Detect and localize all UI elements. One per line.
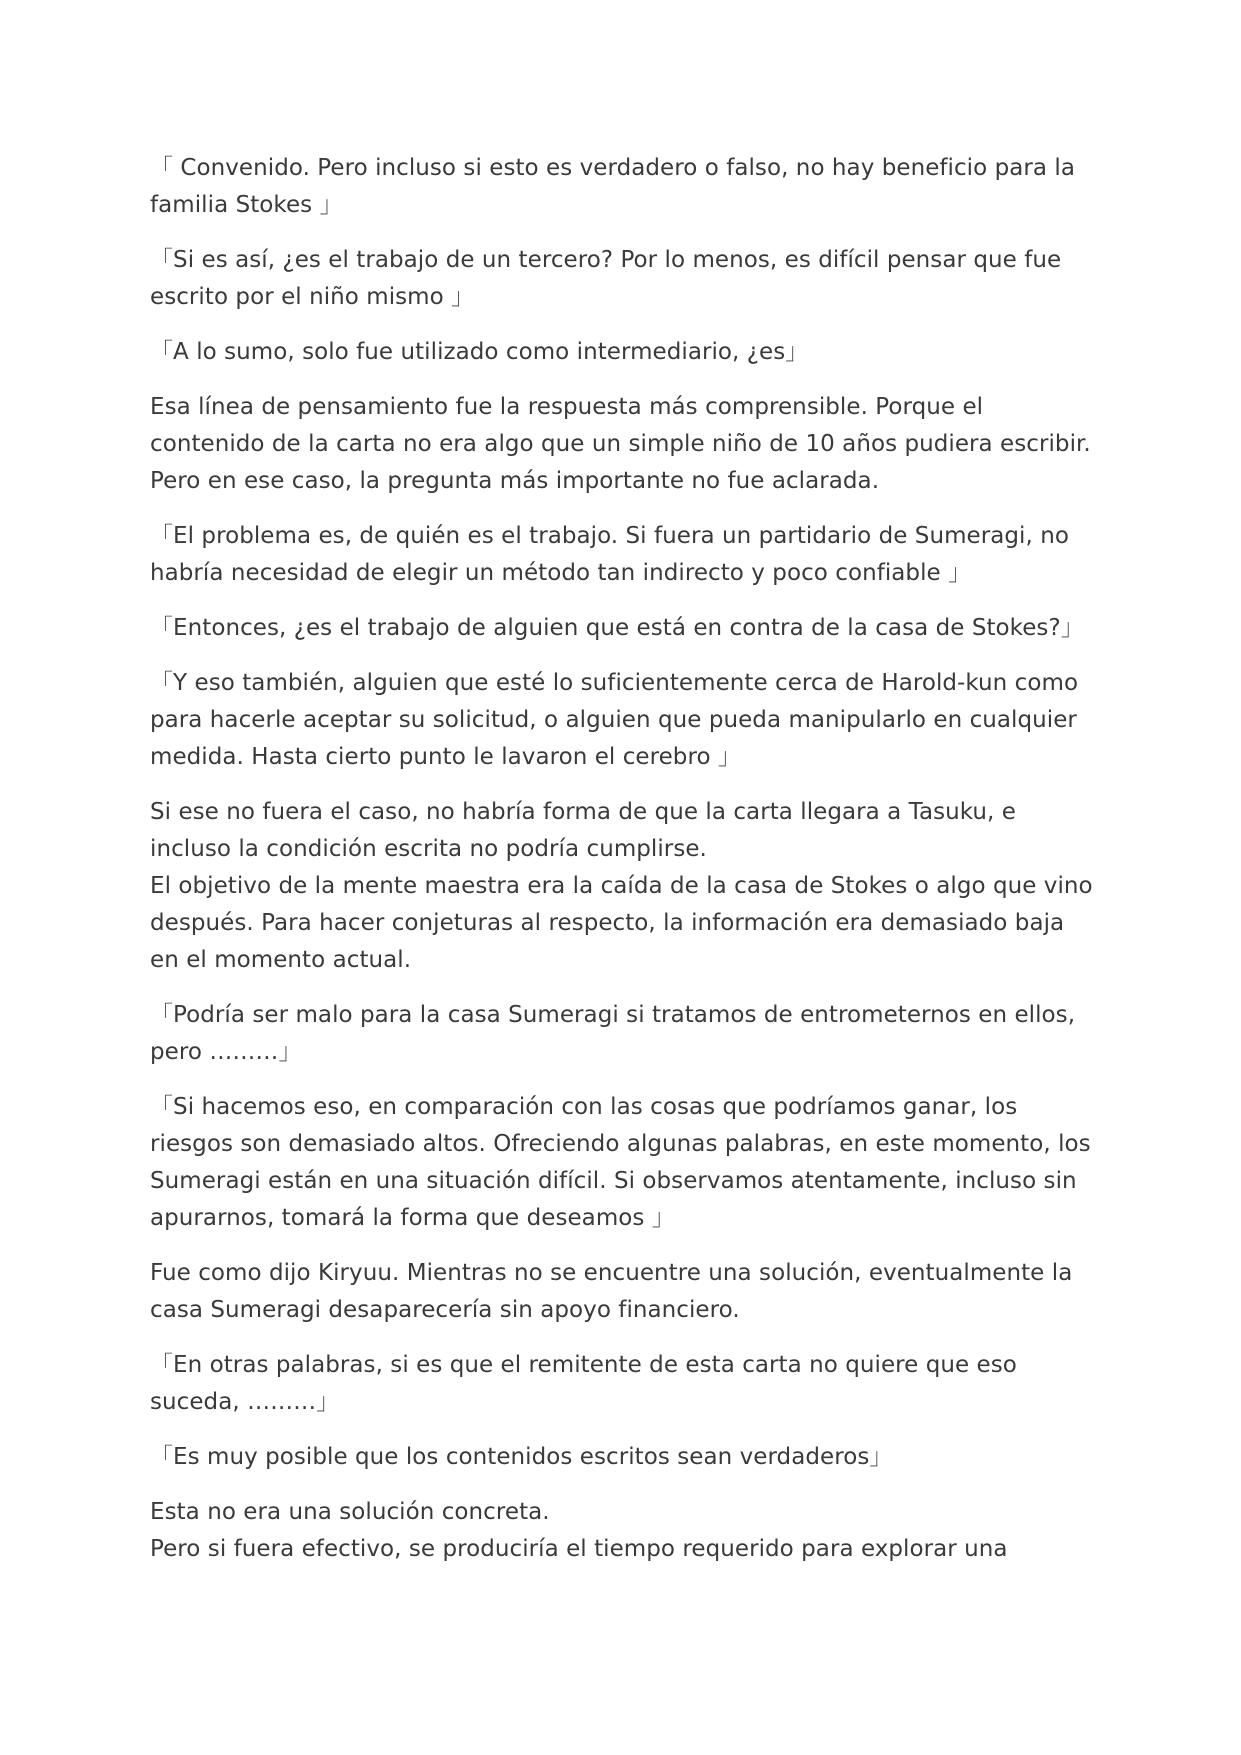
paragraph-1: 「 Convenido. Pero incluso si esto es verdadero o falso, no hay beneficio para la familia Stokes 」 bbox=[150, 155, 1075, 218]
paragraph-12: 「En otras palabras, si es que el remitente de esta carta no quiere que eso suceda, ………」 bbox=[150, 1352, 1017, 1415]
text-column bbox=[150, 150, 1100, 1586]
paragraph-8: Si ese no fuera el caso, no habría forma de que la carta llegara a Tasuku, e incluso la condición escrita no podría cumplirse. El objetivo de la mente maestra era la caída de la casa de Stokes o algo que vino después. Para hacer conjeturas al respecto, la información era demasiado baja en el momento actual. bbox=[150, 799, 1093, 973]
paragraph-2: 「Si es así, ¿es el trabajo de un tercero? Por lo menos, es difícil pensar que fue escrito por el niño mismo 」 bbox=[150, 247, 1062, 310]
paragraph-11: Fue como dijo Kiryuu. Mientras no se encuentre una solución, eventualmente la casa Sumeragi desaparecería sin apoyo financiero. bbox=[150, 1260, 1073, 1323]
paragraph-5: 「El problema es, de quién es el trabajo. Si fuera un partidario de Sumeragi, no habría necesidad de elegir un método tan indirecto y poco confiable 」 bbox=[150, 523, 1069, 586]
paragraph-14: Esta no era una solución concreta. Pero si fuera efectivo, se produciría el tiempo requerido para explorar una bbox=[150, 1499, 1008, 1562]
paragraph-6: 「Entonces, ¿es el trabajo de alguien que está en contra de la casa de Stokes?」 bbox=[150, 615, 1084, 641]
paragraph-9: 「Podría ser malo para la casa Sumeragi si tratamos de entrometernos en ellos, pero ………」 bbox=[150, 1002, 1076, 1065]
paragraph-13: 「Es muy posible que los contenidos escritos sean verdaderos」 bbox=[150, 1444, 893, 1470]
paragraph-7: 「Y eso también, alguien que esté lo suficientemente cerca de Harold-kun como para hacerle aceptar su solicitud, o alguien que pueda manipularlo en cualquier medida. Hasta cierto punto le lavaron el cerebro 」 bbox=[150, 670, 1079, 770]
paragraph-3: 「A lo sumo, solo fue utilizado como intermediario, ¿es」 bbox=[150, 339, 809, 365]
paragraph-10: 「Si hacemos eso, en comparación con las cosas que podríamos ganar, los riesgos son demasiado altos. Ofreciendo algunas palabras, en este momento, los Sumeragi están en una situación difícil. Si observamos atentamente, incluso sin apurarnos, tomará la forma que deseamos 」 bbox=[150, 1094, 1091, 1231]
paragraph-4: Esa línea de pensamiento fue la respuesta más comprensible. Porque el contenido de la carta no era algo que un simple niño de 10 años pudiera escribir. Pero en ese caso, la pregunta más importante no fue aclarada. bbox=[150, 394, 1091, 494]
